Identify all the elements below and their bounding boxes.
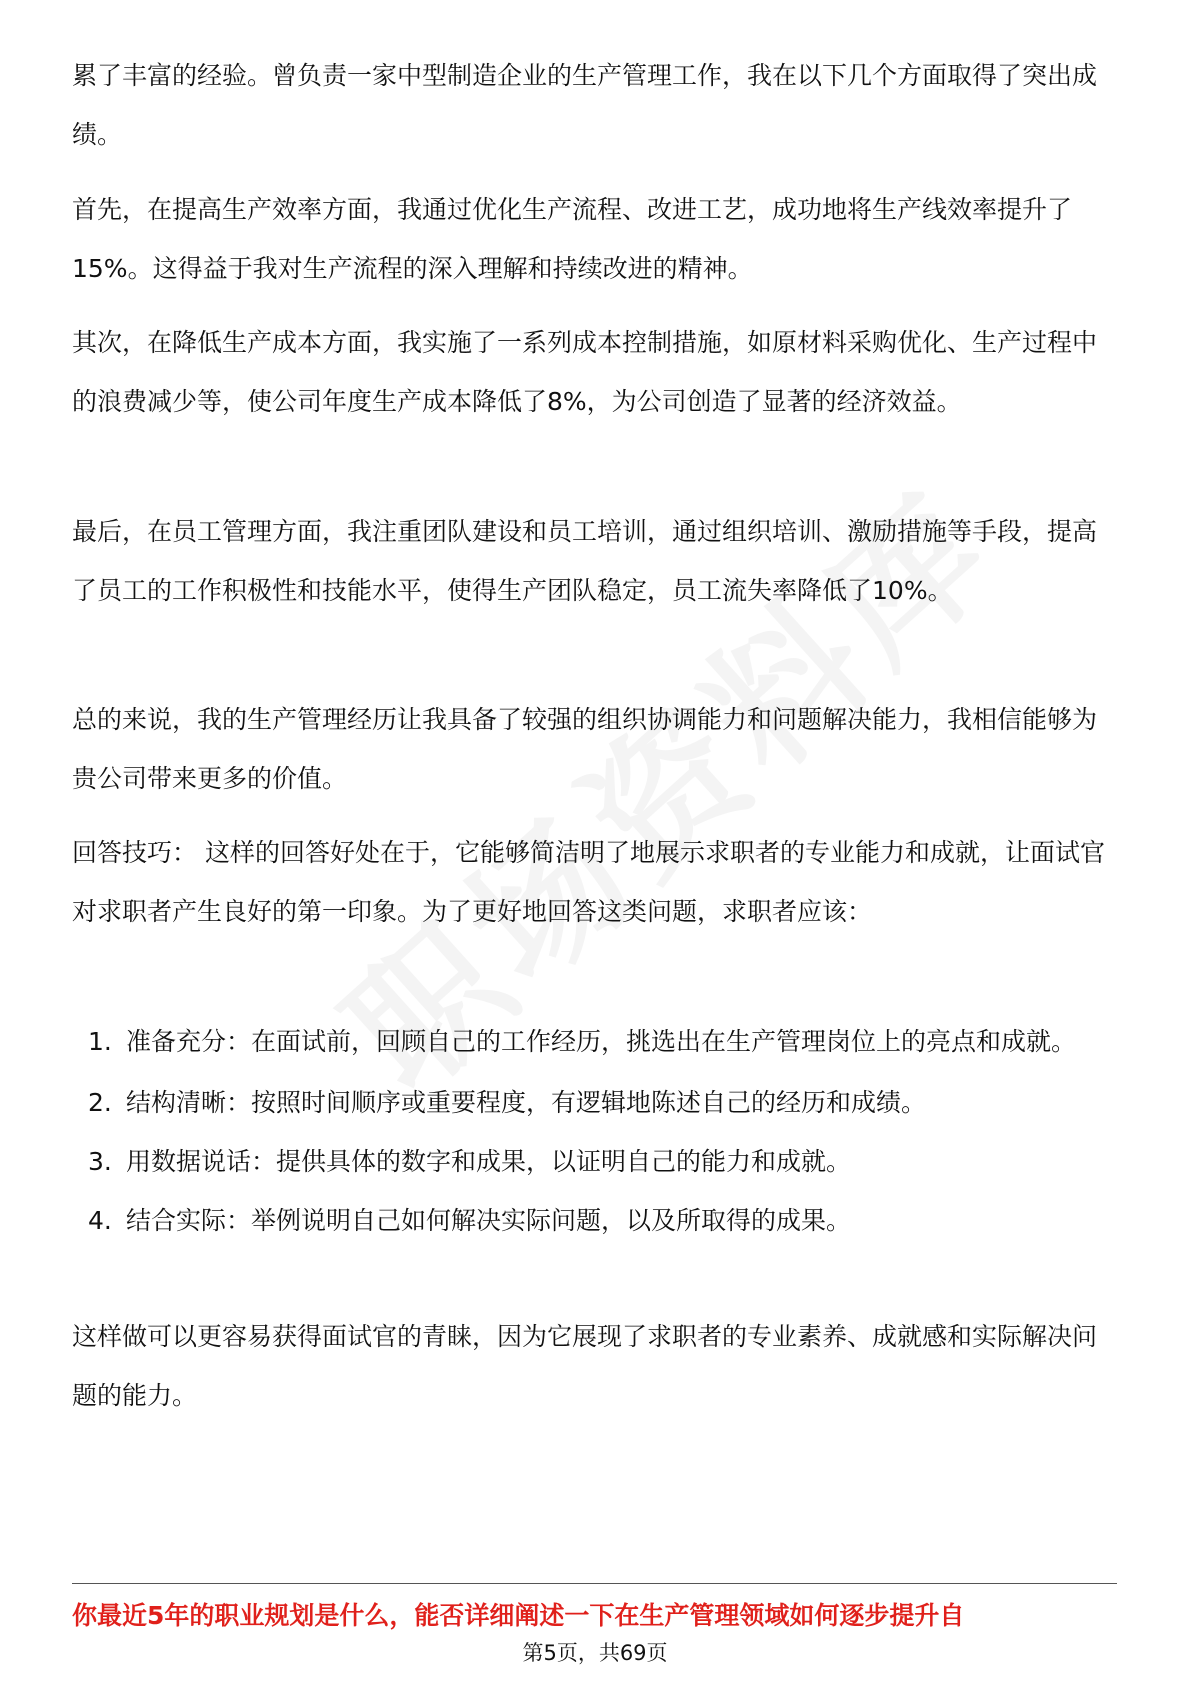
list-number: 2.	[88, 1088, 112, 1117]
paragraph-closing: 这样做可以更容易获得面试官的青睐，因为它展现了求职者的专业素养、成就感和实际解决问题的能力。	[72, 1322, 1098, 1410]
paragraph-staff: 最后，在员工管理方面，我注重团队建设和员工培训，通过组织培训、激励措施等手段，提高了员工的工作积极性和技能水平，使得生产团队稳定，员工流失率降低了10%。	[72, 517, 1098, 605]
paragraph-cost: 其次，在降低生产成本方面，我实施了一系列成本控制措施，如原材料采购优化、生产过程中的浪费减少等，使公司年度生产成本降低了8%，为公司创造了显著的经济效益。	[72, 328, 1098, 416]
paragraph-efficiency: 首先，在提高生产效率方面，我通过优化生产流程、改进工艺，成功地将生产线效率提升了15%。这得益于我对生产流程的深入理解和持续改进的精神。	[72, 195, 1073, 283]
paragraph-tips-intro: 回答技巧： 这样的回答好处在于，它能够简洁明了地展示求职者的专业能力和成就，让面试官对求职者产生良好的第一印象。为了更好地回答这类问题，求职者应该：	[72, 838, 1105, 926]
next-question-heading: 你最近5年的职业规划是什么，能否详细阐述一下在生产管理领域如何逐步提升自	[72, 1601, 965, 1630]
tips-list	[72, 1012, 1117, 1250]
list-item	[72, 1073, 1117, 1132]
paragraph-summary: 总的来说，我的生产管理经历让我具备了较强的组织协调能力和问题解决能力，我相信能够为贵公司带来更多的价值。	[72, 705, 1098, 793]
list-text: 结构清晰：按照时间顺序或重要程度，有逻辑地陈述自己的经历和成绩。	[126, 1088, 927, 1117]
list-text: 用数据说话：提供具体的数字和成果，以证明自己的能力和成就。	[126, 1147, 852, 1176]
list-number: 4.	[88, 1206, 112, 1235]
list-item	[72, 1191, 1117, 1250]
list-number: 3.	[88, 1147, 112, 1176]
list-text: 结合实际：举例说明自己如何解决实际问题，以及所取得的成果。	[126, 1206, 852, 1235]
list-text: 准备充分：在面试前，回顾自己的工作经历，挑选出在生产管理岗位上的亮点和成就。	[126, 1027, 1077, 1056]
divider	[72, 1583, 1117, 1584]
list-number: 1.	[88, 1027, 112, 1056]
list-item	[72, 1012, 1117, 1071]
page-number: 第5页，共69页	[522, 1641, 668, 1665]
list-item	[72, 1132, 1117, 1191]
paragraph-intro: 累了丰富的经验。曾负责一家中型制造企业的生产管理工作，我在以下几个方面取得了突出成绩。	[72, 61, 1098, 149]
